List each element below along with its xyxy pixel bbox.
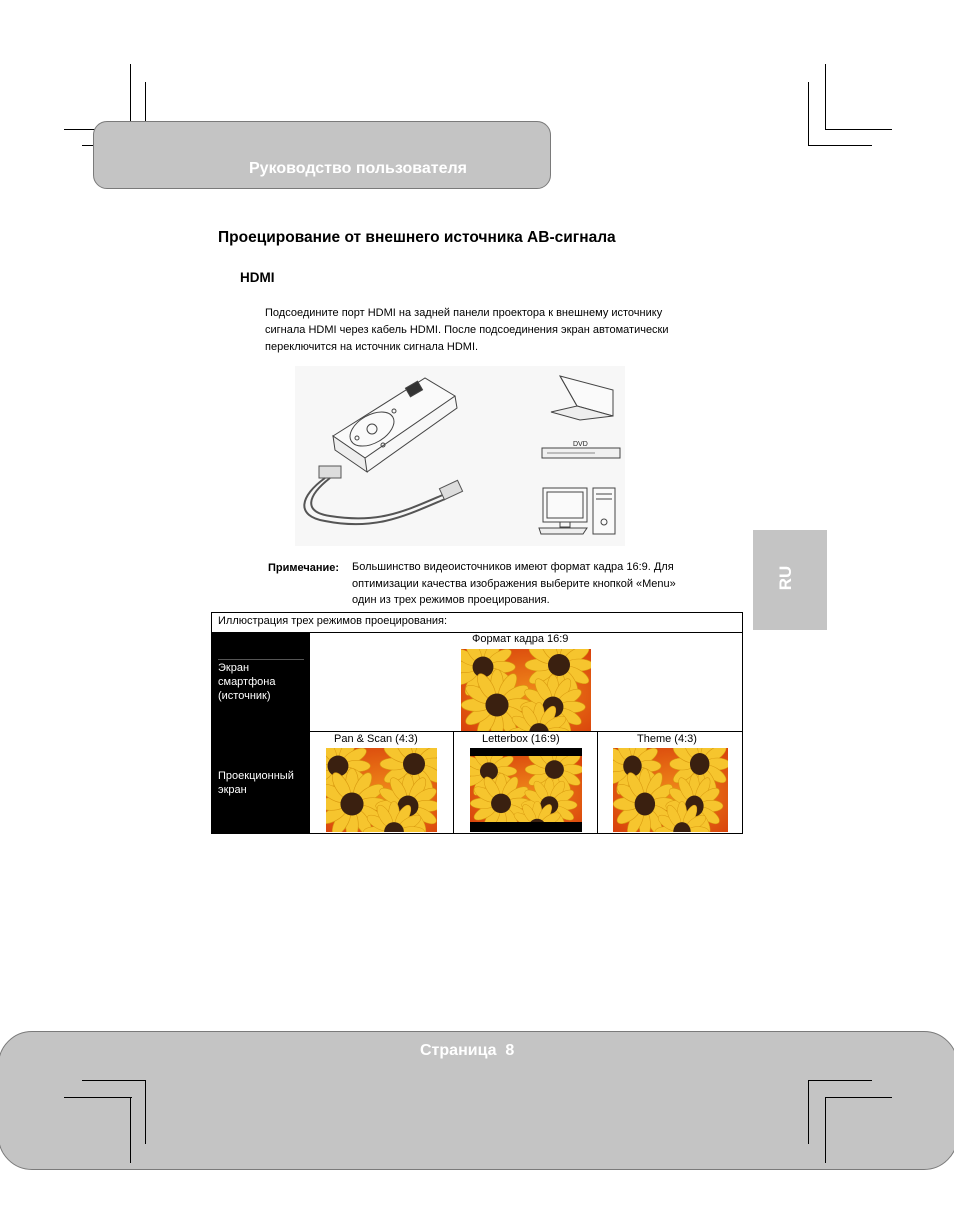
letterbox-label: Letterbox (16:9) [482, 733, 560, 745]
crop-mark [825, 129, 892, 130]
source-format-label: Формат кадра 16:9 [472, 633, 569, 645]
sunflower-image-pan-scan [326, 748, 437, 832]
crop-mark [130, 1097, 131, 1163]
crop-mark [825, 1097, 892, 1098]
note-line: Большинство видеоисточников имеют формат кадра 16:9. Для [352, 561, 674, 573]
source-format-cell [310, 633, 742, 732]
source-label-line: смартфона [218, 676, 276, 688]
dvd-label: DVD [573, 441, 588, 448]
projection-label-cell [212, 732, 310, 833]
letterbox-cell [454, 732, 598, 833]
paragraph-line: переключится на источник сигнала HDMI. [265, 341, 479, 353]
crop-mark [64, 1097, 132, 1098]
projection-label-line: экран [218, 784, 247, 796]
section-title: Проецирование от внешнего источника АВ-сигнала [218, 229, 616, 246]
paragraph-line: сигнала HDMI через кабель HDMI. После подсоединения экран автоматически [265, 324, 669, 336]
source-label-line: (источник) [218, 690, 271, 702]
page-number: Страница 8 [420, 1042, 515, 1059]
table-caption: Иллюстрация трех режимов проецирования: [218, 615, 448, 627]
pan-scan-label: Pan & Scan (4:3) [334, 733, 418, 745]
crop-mark [808, 1080, 872, 1081]
note-text [352, 559, 732, 609]
crop-mark [808, 1080, 809, 1144]
sunflower-image-theme [613, 748, 728, 832]
source-label-line: Экран [218, 662, 250, 674]
header-title: Руководство пользователя [249, 160, 467, 177]
crop-mark [808, 145, 872, 146]
crop-mark [82, 1080, 146, 1081]
connection-illustration [295, 366, 625, 546]
crop-mark [825, 64, 826, 130]
header-tab [93, 121, 551, 189]
note-label: Примечание: [268, 562, 340, 574]
intro-paragraph [265, 305, 735, 356]
sunflower-image-letterbox [470, 748, 582, 832]
theme-label: Theme (4:3) [637, 733, 697, 745]
note-line: один из трех режимов проецирования. [352, 594, 550, 606]
crop-mark [825, 1097, 826, 1163]
projection-label-line: Проекционный [218, 770, 294, 782]
paragraph-line: Подсоедините порт HDMI на задней панели проектора к внешнему источнику [265, 307, 663, 319]
crop-mark [808, 82, 809, 146]
section-subtitle: HDMI [240, 270, 275, 285]
source-label-cell [212, 633, 310, 732]
table-caption-row [212, 613, 742, 633]
language-tab-label: RU [776, 565, 795, 591]
note-line: оптимизации качества изображения выберите кнопкой «Menu» [352, 577, 676, 590]
theme-cell [598, 732, 742, 833]
crop-mark [145, 1080, 146, 1144]
sunflower-image-16-9 [461, 649, 591, 731]
pan-scan-cell [310, 732, 454, 833]
projection-modes-table [211, 612, 743, 834]
